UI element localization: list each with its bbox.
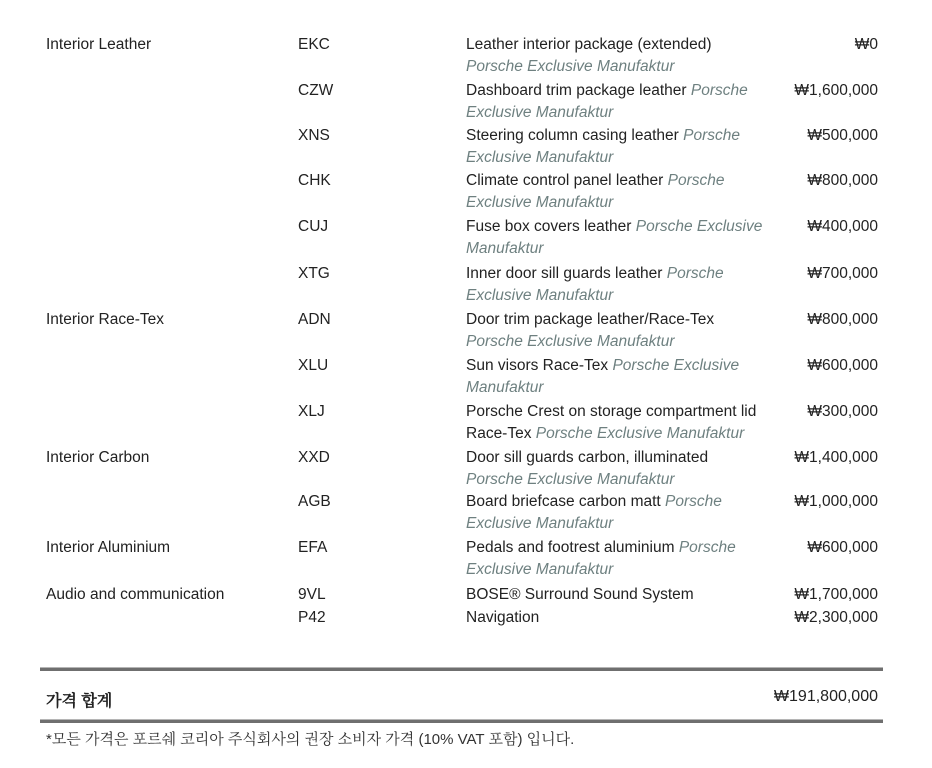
brand-text: Porsche Exclusive Manufaktur [466, 127, 741, 166]
option-price: ₩1,400,000 [794, 449, 878, 466]
option-description [466, 355, 766, 399]
description-text: Navigation [466, 609, 540, 626]
divider-top [40, 667, 883, 671]
total-price: ₩191,800,000 [773, 688, 878, 705]
category-label: Interior Leather [46, 36, 152, 53]
option-description [466, 170, 766, 214]
brand-text: Porsche Exclusive Manufaktur [535, 425, 745, 442]
option-code: XXD [298, 449, 330, 466]
footnote: *모든 가격은 포르쉐 코리아 주식회사의 권장 소비자 가격 (10% VAT 포함) 입니다. [46, 731, 575, 748]
total-label: 가격 합계 [46, 693, 113, 710]
description-text: Leather interior package (extended) [466, 36, 712, 53]
option-price: ₩600,000 [807, 539, 878, 556]
description-text: Sun visors Race-Tex [466, 357, 609, 374]
category-label: Interior Race-Tex [46, 311, 165, 328]
option-description [466, 125, 766, 169]
option-price: ₩0 [854, 36, 878, 53]
option-code: CHK [298, 172, 331, 189]
brand-text: Porsche Exclusive Manufaktur [466, 539, 736, 578]
brand-text: Porsche Exclusive Manufaktur [466, 82, 748, 121]
option-code: EKC [298, 36, 330, 53]
option-code: XTG [298, 265, 330, 282]
option-code: EFA [298, 539, 328, 556]
description-text: Porsche Crest on storage compartment lid Race-Tex [466, 403, 757, 442]
divider-bottom [40, 719, 883, 723]
brand-text: Porsche Exclusive Manufaktur [466, 493, 722, 532]
description-text: Inner door sill guards leather [466, 265, 663, 282]
description-text: Dashboard trim package leather [466, 82, 687, 99]
option-description [466, 34, 766, 78]
option-code: AGB [298, 493, 331, 510]
brand-text: Porsche Exclusive Manufaktur [466, 333, 675, 350]
category-label: Audio and communication [46, 586, 225, 603]
option-description [466, 263, 766, 307]
option-description [466, 607, 766, 629]
option-price: ₩1,000,000 [794, 493, 878, 510]
option-price: ₩1,600,000 [794, 82, 878, 99]
option-description [466, 401, 766, 445]
option-description [466, 584, 766, 606]
option-code: XLJ [298, 403, 325, 420]
brand-text: Porsche Exclusive Manufaktur [466, 265, 724, 304]
description-text: Door sill guards carbon, illuminated [466, 449, 709, 466]
option-code: ADN [298, 311, 331, 328]
option-code: P42 [298, 609, 326, 626]
description-text: Steering column casing leather [466, 127, 679, 144]
option-price: ₩800,000 [807, 311, 878, 328]
option-code: CUJ [298, 218, 329, 235]
brand-text: Porsche Exclusive Manufaktur [466, 471, 675, 488]
option-price: ₩2,300,000 [794, 609, 878, 626]
option-description [466, 309, 766, 353]
description-text: Pedals and footrest aluminium [466, 539, 675, 556]
description-text: Door trim package leather/Race-Tex [466, 311, 715, 328]
option-code: 9VL [298, 586, 326, 603]
option-description [466, 491, 766, 535]
brand-text: Porsche Exclusive Manufaktur [466, 357, 740, 396]
option-price: ₩1,700,000 [794, 586, 878, 603]
description-text: Board briefcase carbon matt [466, 493, 661, 510]
brand-text: Porsche Exclusive Manufaktur [466, 218, 763, 257]
option-price: ₩600,000 [807, 357, 878, 374]
option-code: XLU [298, 357, 329, 374]
category-label: Interior Carbon [46, 449, 150, 466]
option-description [466, 537, 766, 581]
brand-text: Porsche Exclusive Manufaktur [466, 172, 725, 211]
brand-text: Porsche Exclusive Manufaktur [466, 58, 675, 75]
option-description [466, 447, 766, 491]
option-price: ₩500,000 [807, 127, 878, 144]
option-price: ₩400,000 [807, 218, 878, 235]
option-price: ₩300,000 [807, 403, 878, 420]
category-label: Interior Aluminium [46, 539, 171, 556]
option-price: ₩800,000 [807, 172, 878, 189]
option-code: CZW [298, 82, 334, 99]
option-code: XNS [298, 127, 330, 144]
option-description [466, 80, 766, 124]
description-text: Climate control panel leather [466, 172, 664, 189]
option-price: ₩700,000 [807, 265, 878, 282]
description-text: BOSE® Surround Sound System [466, 586, 694, 603]
option-description [466, 216, 766, 260]
description-text: Fuse box covers leather [466, 218, 632, 235]
